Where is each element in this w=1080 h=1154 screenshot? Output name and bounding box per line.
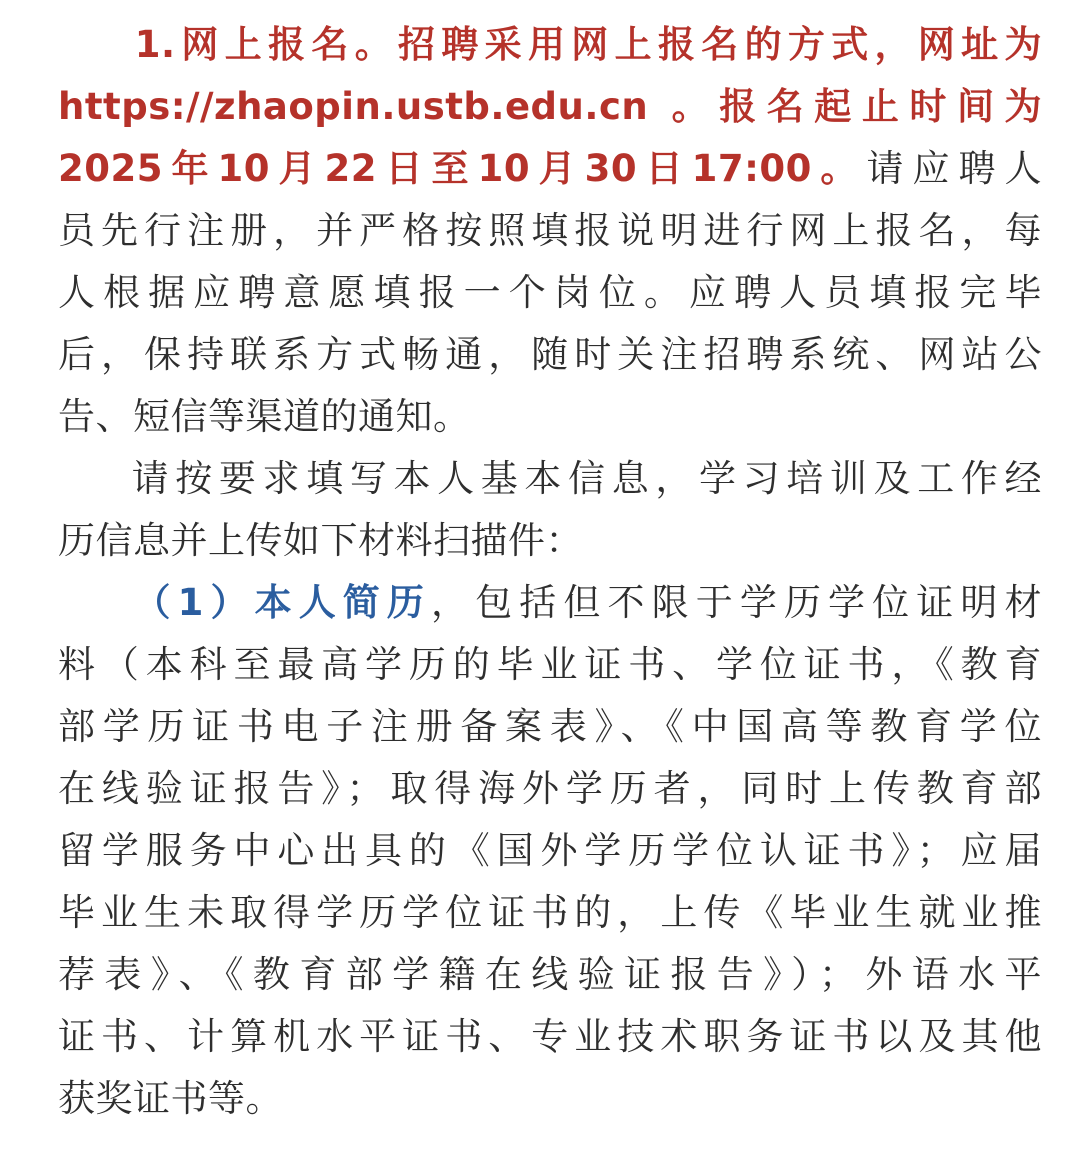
para3-line7: 荐表》、《教育部学籍在线验证报告》）；外语水平 xyxy=(58,953,1042,996)
para1-line7: 告、短信等渠道的通知。 xyxy=(58,395,471,438)
para2-line1: 请按要求填写本人基本信息，学习培训及工作经 xyxy=(58,457,1042,500)
para3-line9: 获奖证书等。 xyxy=(58,1077,283,1120)
para1-line6: 后，保持联系方式畅通，随时关注招聘系统、网站公 xyxy=(58,333,1042,376)
resume-heading: （1）本人简历 xyxy=(133,581,432,624)
document-body xyxy=(58,14,1042,1130)
para1-line2 xyxy=(58,76,1042,138)
para1-line3 xyxy=(58,138,1042,200)
para3-line5: 留学服务中心出具的《国外学历学位认证书》；应届 xyxy=(58,829,1042,872)
para3-indent xyxy=(58,581,134,624)
para3-line1-text: ，包括但不限于学历学位证明材 xyxy=(431,581,1043,624)
para2-line2: 历信息并上传如下材料扫描件： xyxy=(58,519,583,562)
para1-line4: 员先行注册，并严格按照填报说明进行网上报名，每 xyxy=(58,209,1042,252)
registration-url-and-period: https://zhaopin.ustb.edu.cn 。报名起止时间为 xyxy=(58,85,1042,128)
para3-line3: 部学历证书电子注册备案表》、《中国高等教育学位 xyxy=(58,705,1042,748)
para3-line2: 料（本科至最高学历的毕业证书、学位证书，《教育 xyxy=(58,643,1042,686)
online-registration-heading: 1.网上报名。招聘采用网上报名的方式，网址为 xyxy=(58,23,1042,66)
para1-line3-text: 请应聘人 xyxy=(866,147,1043,190)
para3-line4: 在线验证报告》；取得海外学历者，同时上传教育部 xyxy=(58,767,1042,810)
para1-line5: 人根据应聘意愿填报一个岗位。应聘人员填报完毕 xyxy=(58,271,1042,314)
para3-line6: 毕业生未取得学历学位证书的，上传《毕业生就业推 xyxy=(58,891,1042,934)
para1-line1 xyxy=(58,14,1042,76)
para3-line8: 证书、计算机水平证书、专业技术职务证书以及其他 xyxy=(58,1015,1042,1058)
registration-dates: 2025年10月22日至10月30日17:00。 xyxy=(58,147,867,190)
para3-line1 xyxy=(58,572,1042,634)
